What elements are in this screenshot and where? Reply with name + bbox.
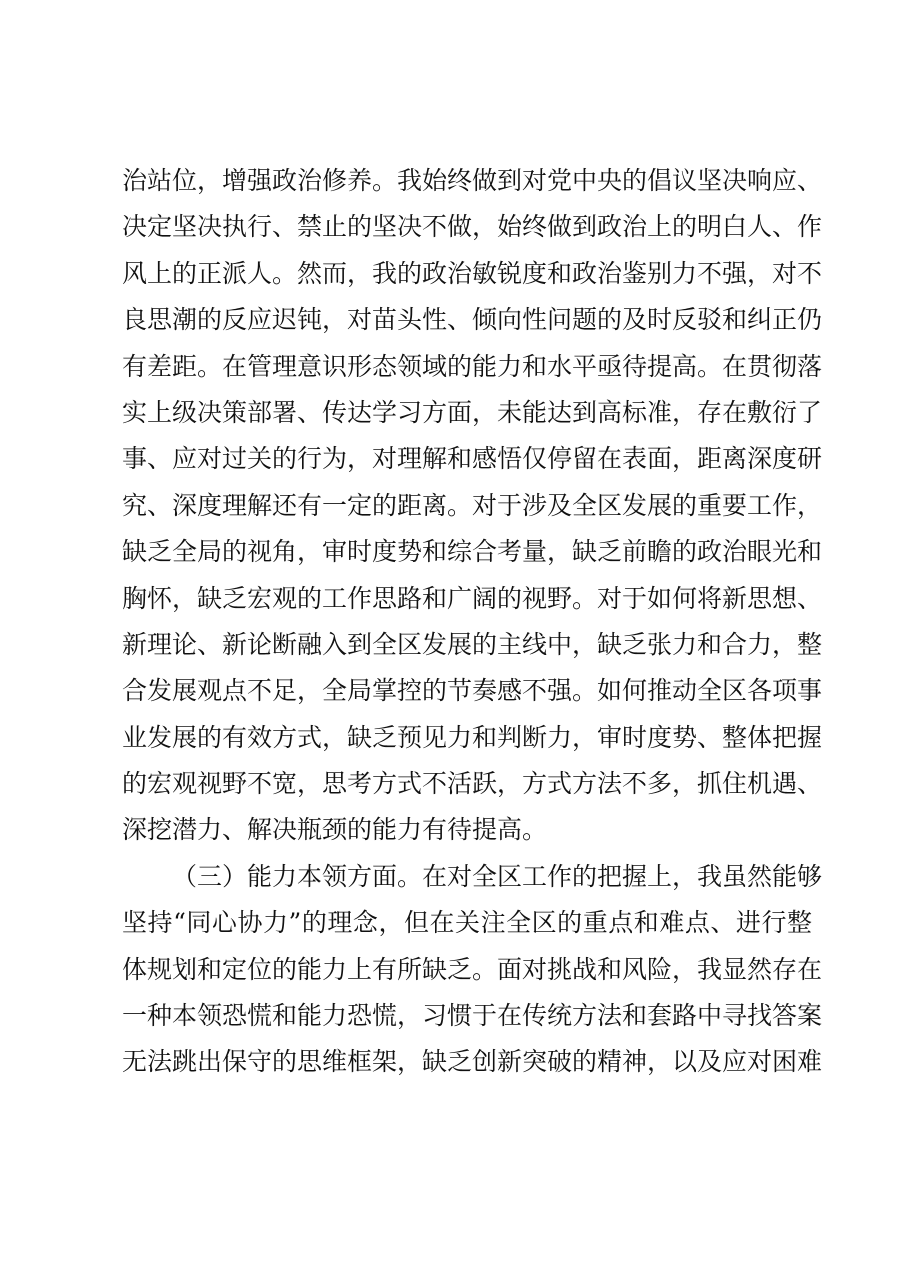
- text-line: 风上的正派人。然而，我的政治敏锐度和政治鉴别力不强，对不: [122, 258, 823, 288]
- paragraph-end-line: 深挖潜力、解决瓶颈的能力有待提高。: [122, 815, 548, 845]
- text-line: 实上级决策部署、传达学习方面，未能达到高标准，存在敷衍了: [122, 397, 823, 427]
- text-line: 决定坚决执行、禁止的坚决不做，始终做到政治上的明白人、作: [122, 212, 823, 242]
- text-line: 胸怀，缺乏宏观的工作思路和广阔的视野。对于如何将新思想、: [122, 583, 823, 613]
- body-text: [122, 158, 823, 1086]
- text-line: 究、深度理解还有一定的距离。对于涉及全区发展的重要工作，: [122, 490, 823, 520]
- text-line: 坚持“同心协力”的理念，但在关注全区的重点和难点、进行整: [122, 908, 812, 938]
- text-line: 业发展的有效方式，缺乏预见力和判断力，审时度势、整体把握: [122, 722, 823, 752]
- text-line: 良思潮的反应迟钝，对苗头性、倾向性问题的及时反驳和纠正仍: [122, 305, 823, 335]
- section-heading-line: （三）能力本领方面。在对全区工作的把握上，我虽然能够: [172, 861, 823, 891]
- text-line: 一种本领恐慌和能力恐慌，习惯于在传统方法和套路中寻找答案: [122, 1001, 823, 1031]
- text-line: 的宏观视野不宽，思考方式不活跃，方式方法不多，抓住机遇、: [122, 769, 823, 799]
- text-line: 治站位，增强政治修养。我始终做到对党中央的倡议坚决响应、: [122, 166, 823, 195]
- text-line: 合发展观点不足，全局掌控的节奏感不强。如何推动全区各项事: [122, 676, 823, 706]
- text-line: 有差距。在管理意识形态领域的能力和水平亟待提高。在贯彻落: [122, 351, 823, 381]
- text-line: 事、应对过关的行为，对理解和感悟仅停留在表面，距离深度研: [122, 444, 823, 474]
- text-line: 新理论、新论断融入到全区发展的主线中，缺乏张力和合力，整: [122, 629, 823, 659]
- text-line: 缺乏全局的视角，审时度势和综合考量，缺乏前瞻的政治眼光和: [122, 537, 823, 567]
- text-line: 无法跳出保守的思维框架，缺乏创新突破的精神，以及应对困难: [122, 1047, 823, 1077]
- text-line: 体规划和定位的能力上有所缺乏。面对挑战和风险，我显然存在: [122, 954, 823, 984]
